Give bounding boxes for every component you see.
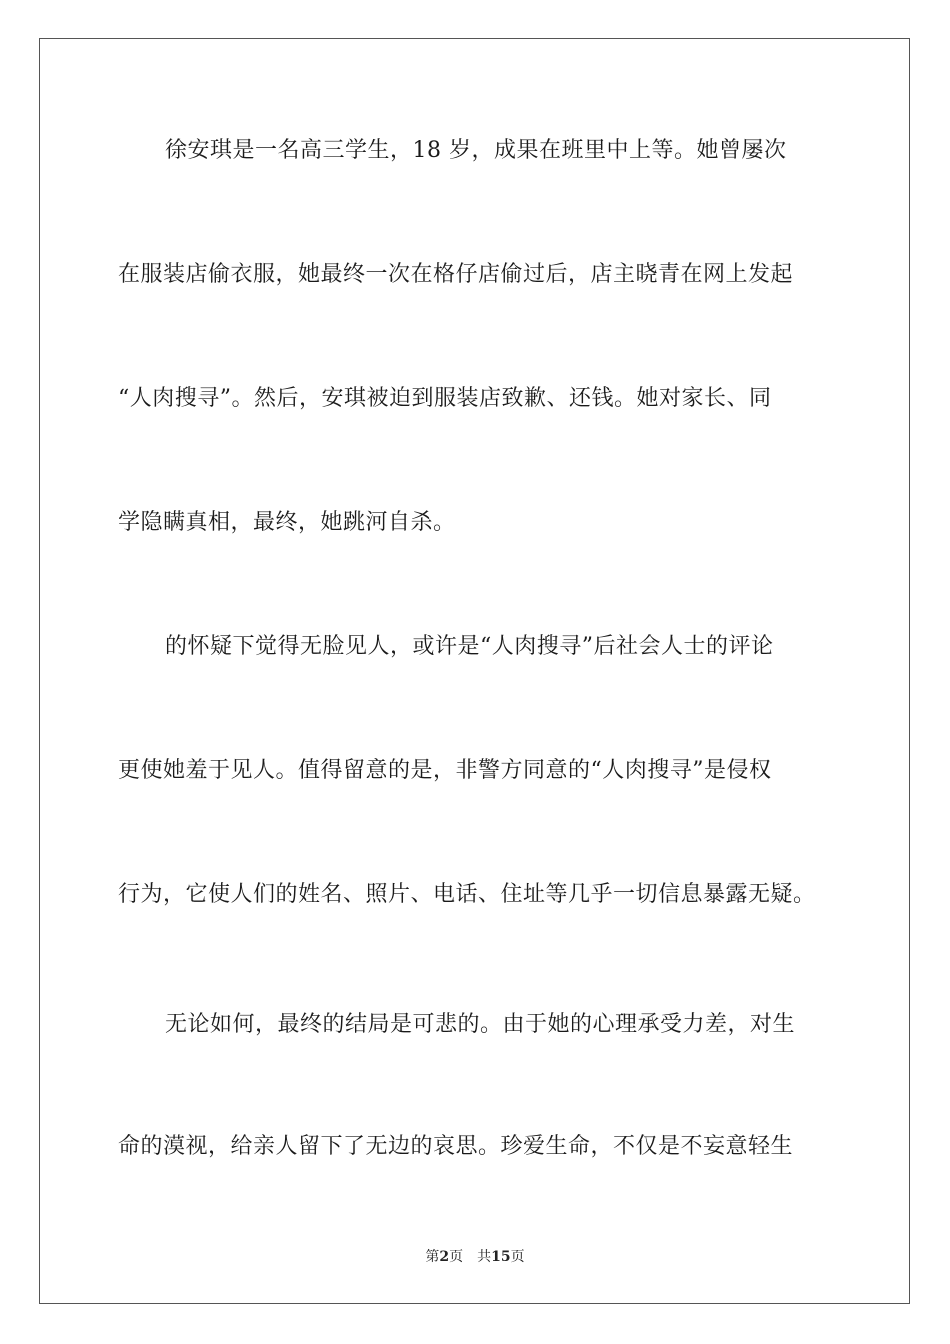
paragraph-line: 的怀疑下觉得无脸见人，或许是“人肉搜寻”后社会人士的评论: [165, 634, 774, 659]
paragraph-line: 命的漠视，给亲人留下了无边的哀思。珍爱生命，不仅是不妄意轻生: [118, 1134, 794, 1159]
total-pages: 共15页: [477, 1249, 525, 1265]
paragraph-line: 学隐瞒真相，最终，她跳河自杀。: [118, 510, 456, 535]
paragraph-line: 徐安琪是一名高三学生，18 岁，成果在班里中上等。她曾屡次: [165, 138, 787, 163]
page-frame: [39, 38, 910, 1304]
paragraph-line: 无论如何，最终的结局是可悲的。由于她的心理承受力差，对生: [165, 1012, 796, 1037]
page-footer: [0, 1248, 950, 1266]
paragraph-line: 行为，它使人们的姓名、照片、电话、住址等几乎一切信息暴露无疑。: [118, 882, 816, 907]
paragraph-line: “人肉搜寻”。然后，安琪被迫到服装店致歉、还钱。她对家长、同: [118, 386, 772, 411]
paragraph-line: 在服装店偷衣服，她最终一次在格仔店偷过后，店主晓青在网上发起: [118, 262, 794, 287]
page-number: 第2页: [425, 1249, 464, 1265]
paragraph-line: 更使她羞于见人。值得留意的是，非警方同意的“人肉搜寻”是侵权: [118, 758, 772, 783]
